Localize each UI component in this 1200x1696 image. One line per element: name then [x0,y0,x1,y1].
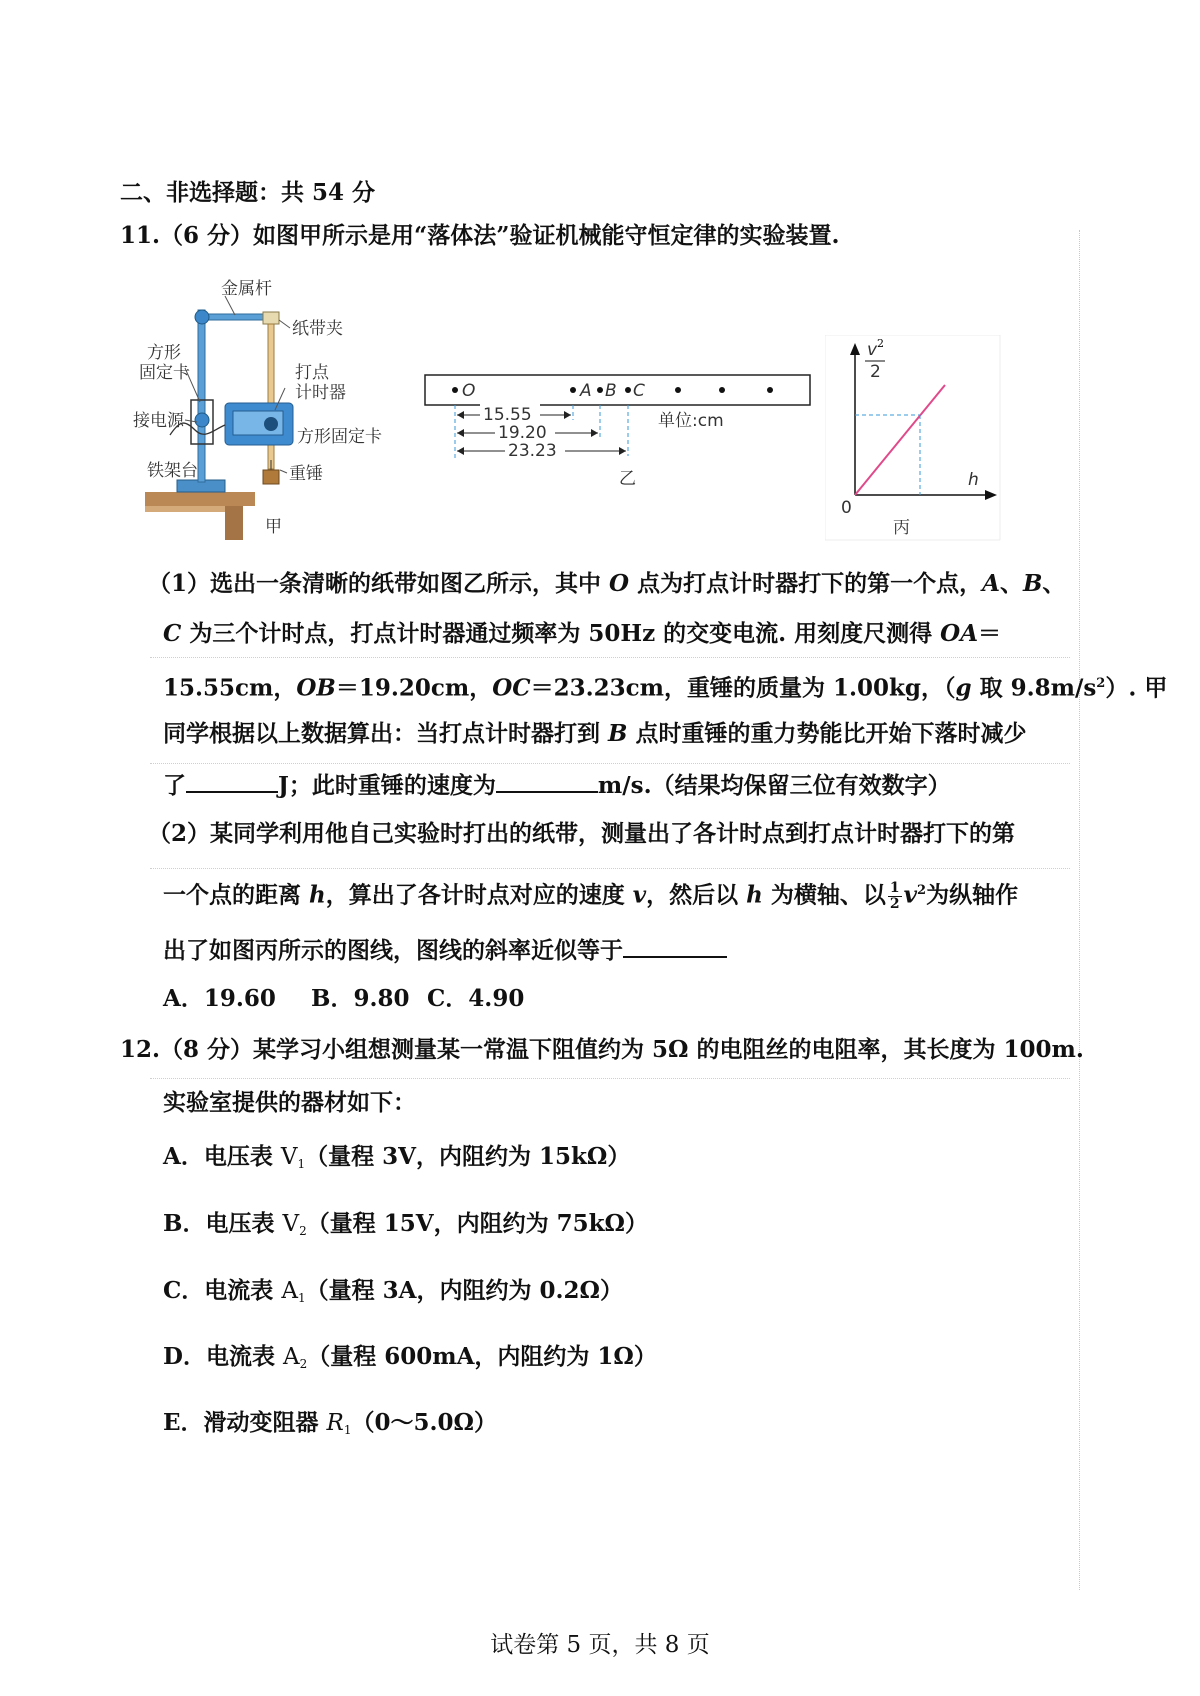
label-hammer: 重锤 [289,464,323,484]
tape-clip [263,312,279,324]
answer-blank-slope[interactable] [623,934,727,958]
label-timer-2: 计时器 [295,383,346,403]
q11-part1-line4: 同学根据以上数据算出：当打点计时器打到 B 点时重锤的重力势能比开始下落时减少 [163,720,1027,747]
arrowhead [564,411,571,419]
point-label-A: A [580,381,592,401]
q12-item-A: A．电压表 $V_1$（量程 3V，内阻约为 15kΩ） [163,1143,631,1171]
leader-line [280,470,287,473]
caption-yi: 乙 [619,469,636,489]
y-label-sup: 2 [877,337,884,350]
hammer-weight [263,470,279,484]
q11-part2-line3: 出了如图丙所示的图线，图线的斜率近似等于 [163,934,727,966]
dotted-rule [150,657,1070,658]
q11-stem: 11.（6 分）如图甲所示是用“落体法”验证机械能守恒定律的实验装置. [120,222,840,249]
point-label-O: O [462,381,476,401]
q11-part2-line2: 一个点的距离 h，算出了各计时点对应的速度 v，然后以 h 为横轴、以 $\frac{1}{2}$ $v^2$为纵轴作 [163,880,1019,913]
margin-dotted-line [1079,230,1080,1590]
arrowhead [457,429,464,437]
q11-option-C[interactable]: C．4.90 [427,985,525,1012]
table-top [145,492,255,506]
x-label: h [968,470,979,490]
figure-jia-apparatus [125,270,385,545]
dist-OC: 23.23 [508,441,557,461]
y-axis-arrow [850,343,860,355]
label-card-right: 方形固定卡 [297,427,382,447]
y-label-v: v [867,340,878,360]
q12-stem: 12.（8 分）某学习小组想测量某一常温下阻值约为 5Ω 的电阻丝的电阻率，其长度为 100m. [120,1036,1084,1063]
caption-bing: 丙 [893,518,910,538]
q12-item-D: D．电流表 $A_2$（量程 600mA，内阻约为 1Ω） [163,1343,657,1371]
label-rod: 金属杆 [221,279,272,299]
figure-bing-graph [825,335,1010,550]
origin-label: 0 [841,498,852,518]
tape-dot-C [625,387,631,393]
q11-part2-line1: （2）某同学利用他自己实验时打出的纸带，测量出了各计时点到打点计时器打下的第 [148,820,1016,847]
dotted-rule [150,1078,1070,1079]
stand-pole [198,310,205,482]
arrowhead [457,411,464,419]
section-title: 二、非选择题：共 54 分 [120,179,376,206]
answer-blank-energy[interactable] [186,769,278,793]
label-timer-1: 打点 [295,363,329,383]
dotted-rule [150,868,1070,869]
tape-dot-O [452,387,458,393]
point-label-C: C [633,381,645,401]
label-stand: 铁架台 [147,461,198,481]
label-card-left-2: 固定卡 [139,363,190,383]
tape-strip [425,375,810,405]
clamp-knob [195,413,209,427]
dotted-rule [150,763,1070,764]
rod-clamp [195,310,209,324]
table-leg [225,506,243,540]
q11-part1-line1: （1）选出一条清晰的纸带如图乙所示，其中 O 点为打点计时器打下的第一个点，A、B、 [148,570,1066,597]
q12-item-B: B．电压表 $V_2$（量程 15V，内阻约为 75kΩ） [163,1210,649,1238]
q11-part1-line2: C 为三个计时点，打点计时器通过频率为 50Hz 的交变电流. 用刻度尺测得 OA＝ [163,620,1002,647]
y-label-den: 2 [870,362,881,382]
label-power: 接电源 [133,411,184,431]
label-card-left-1: 方形 [147,343,181,363]
label-clip: 纸带夹 [292,319,343,339]
q11-option-B[interactable]: B．9.80 [311,985,410,1012]
x-axis-arrow [985,490,997,500]
figure-yi-tape [420,360,820,520]
dist-OA: 15.55 [483,405,532,425]
timer-knob [264,417,278,431]
paper-tape [268,324,274,469]
page-footer: 试卷第 5 页，共 8 页 [490,1632,710,1658]
q12-item-C: C．电流表 $A_1$（量程 3A，内阻约为 0.2Ω） [163,1277,623,1305]
q12-intro: 实验室提供的器材如下： [163,1089,416,1116]
unit-label: 单位:cm [658,411,724,431]
tape-dot-B [597,387,603,393]
q11-part1-line5: 了 J；此时重锤的速度为 m/s.（结果均保留三位有效数字） [163,769,951,801]
tape-dot-A [570,387,576,393]
dist-OB: 19.20 [498,423,547,443]
q12-item-E: E．滑动变阻器 $R_1(0\sim 5.0\Omega)$ [163,1409,498,1437]
q11-option-A[interactable]: A．19.60 [163,985,276,1012]
tape-dot [719,387,725,393]
fraction-one-half: $\frac{1}{2}$ [889,880,900,913]
point-label-B: B [605,381,617,401]
tape-dot [675,387,681,393]
caption-jia: 甲 [265,517,282,537]
arrowhead [591,429,598,437]
table-edge [145,506,225,512]
leader-line [279,320,290,328]
arrowhead [619,447,626,455]
graph-line [855,385,945,495]
tape-dot [767,387,773,393]
answer-blank-velocity[interactable] [496,769,598,793]
arrowhead [457,447,464,455]
q11-part1-line3: 15.55cm，OB＝19.20cm，OC＝23.23cm，重锤的质量为 1.00kg，（g 取 $9.8m/s^2$）. 甲 [163,674,1168,702]
